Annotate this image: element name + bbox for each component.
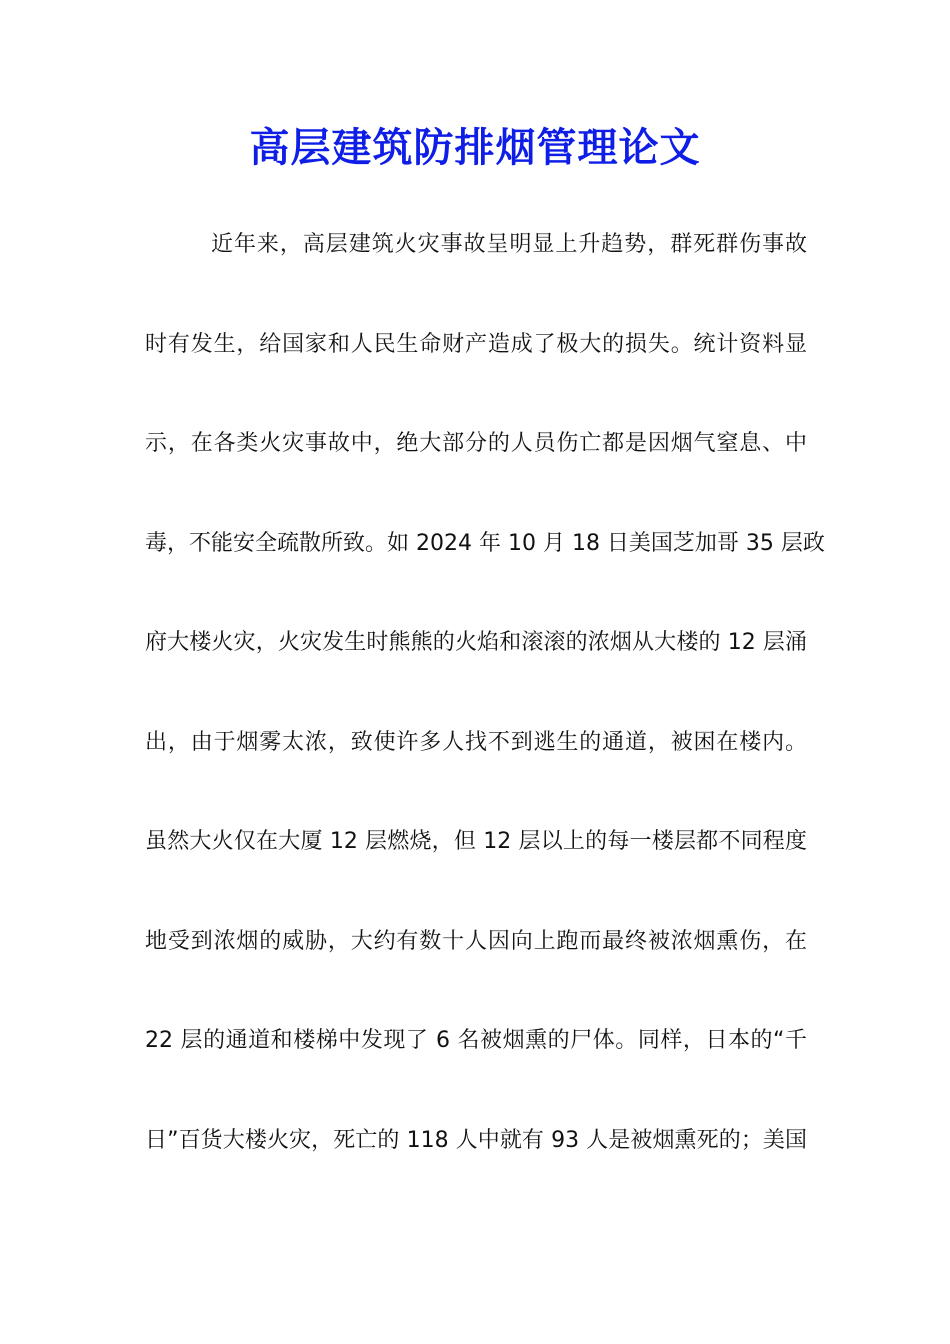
- paragraph-line-10: 日”百货大楼火灾，死亡的 118 人中就有 93 人是被烟熏死的；美国: [145, 1127, 807, 1153]
- paragraph-line-5: 府大楼火灾，火灾发生时熊熊的火焰和滚滚的浓烟从大楼的 12 层涌: [145, 630, 807, 655]
- paragraph-line-2: 时有发生，给国家和人民生命财产造成了极大的损失。统计资料显: [145, 331, 807, 357]
- paragraph-line-7: 虽然大火仅在大厦 12 层燃烧，但 12 层以上的每一楼层都不同程度: [145, 829, 807, 854]
- paragraph-line-3: 示，在各类火灾事故中，绝大部分的人员伤亡都是因烟气窒息、中: [145, 431, 807, 456]
- document-title: 高层建筑防排烟管理论文: [249, 124, 701, 171]
- paragraph-line-9: 22 层的通道和楼梯中发现了 6 名被烟熏的尸体。同样，日本的“千: [145, 1028, 807, 1053]
- document-body: [145, 212, 825, 1207]
- paragraph-line-1: 近年来，高层建筑火灾事故呈明显上升趋势，群死群伤事故: [211, 232, 807, 257]
- paragraph-line-8: 地受到浓烟的威胁，大约有数十人因向上跑而最终被浓烟熏伤，在: [145, 928, 807, 954]
- paragraph-line-4: 毒，不能安全疏散所致。如 2024 年 10 月 18 日美国芝加哥 35 层政: [145, 530, 825, 556]
- paragraph-line-6: 出，由于烟雾太浓，致使许多人找不到逃生的通道，被困在楼内。: [145, 729, 807, 755]
